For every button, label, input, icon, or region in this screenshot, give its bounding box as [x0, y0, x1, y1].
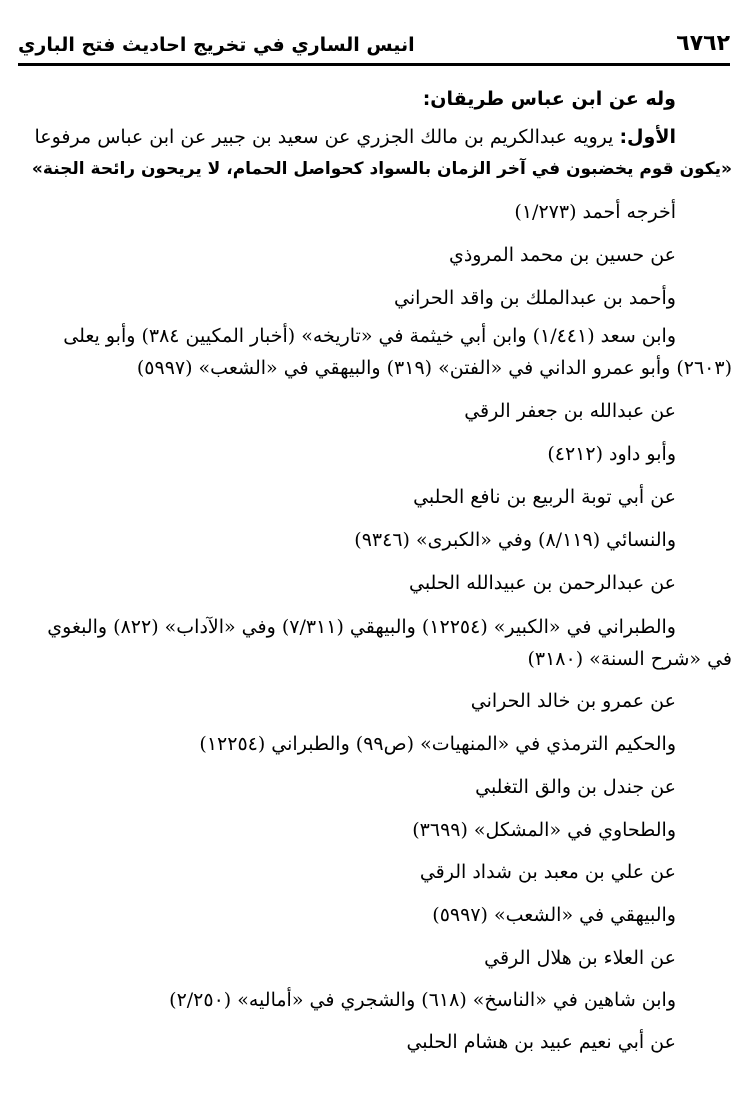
text-line: عن جندل بن والق التغلبي	[475, 776, 676, 798]
text-line: وابن شاهين في «الناسخ» (٦١٨) والشجري في «أماليه» (٢/٢٥٠)	[169, 989, 676, 1011]
text-line: عن حسين بن محمد المروذي	[448, 244, 676, 266]
first-route-text: يرويه عبدالكريم بن مالك الجزري عن سعيد بن جبير عن ابن عباس مرفوعا	[34, 126, 614, 148]
text-line: عن عبدالرحمن بن عبيدالله الحلبي	[408, 572, 676, 594]
hadith-text: «يكون قوم يخضبون في آخر الزمان بالسواد كحواصل الحمام، لا يريحون رائحة الجنة»	[31, 159, 732, 179]
text-line: أخرجه أحمد (١/٢٧٣)	[514, 201, 676, 223]
text-line: عن العلاء بن هلال الرقي	[484, 947, 676, 969]
intro-line: وله عن ابن عباس طريقان:	[422, 88, 676, 110]
running-title: انيس الساري في تخريج احاديث فتح الباري	[18, 34, 415, 56]
text-line: والحكيم الترمذي في «المنهيات» (ص٩٩) والطبراني (١٢٢٥٤)	[199, 733, 676, 755]
page-number: ٦٧٦٢	[676, 31, 730, 56]
text-line: والطحاوي في «المشكل» (٣٦٩٩)	[412, 819, 676, 841]
text-line: والنسائي (٨/١١٩) وفي «الكبرى» (٩٣٤٦)	[354, 529, 676, 551]
text-line: عن عمرو بن خالد الحراني	[470, 690, 676, 712]
text-line: في «شرح السنة» (٣١٨٠)	[527, 648, 732, 670]
first-route-line	[34, 122, 676, 152]
text-line: وأبو داود (٤٢١٢)	[547, 443, 676, 465]
body-text	[18, 0, 732, 1106]
text-line: عن علي بن معبد بن شداد الرقي	[419, 861, 676, 883]
text-line: عن أبي نعيم عبيد بن هشام الحلبي	[406, 1031, 676, 1053]
text-line: عن عبدالله بن جعفر الرقي	[464, 400, 676, 422]
first-route-label: الأول:	[619, 126, 676, 148]
text-line: وأحمد بن عبدالملك بن واقد الحراني	[394, 287, 676, 309]
text-line: والبيهقي في «الشعب» (٥٩٩٧)	[432, 904, 676, 926]
text-line: والطبراني في «الكبير» (١٢٢٥٤) والبيهقي (٧/٣١١) وفي «الآداب» (٨٢٢) والبغوي	[47, 616, 676, 638]
text-line: (٢٦٠٣) وأبو عمرو الداني في «الفتن» (٣١٩) والبيهقي في «الشعب» (٥٩٩٧)	[136, 357, 732, 379]
text-line: عن أبي توبة الربيع بن نافع الحلبي	[413, 486, 676, 508]
text-line: وابن سعد (١/٤٤١) وابن أبي خيثمة في «تاريخه» (أخبار المكيين ٣٨٤) وأبو يعلى	[63, 325, 676, 347]
